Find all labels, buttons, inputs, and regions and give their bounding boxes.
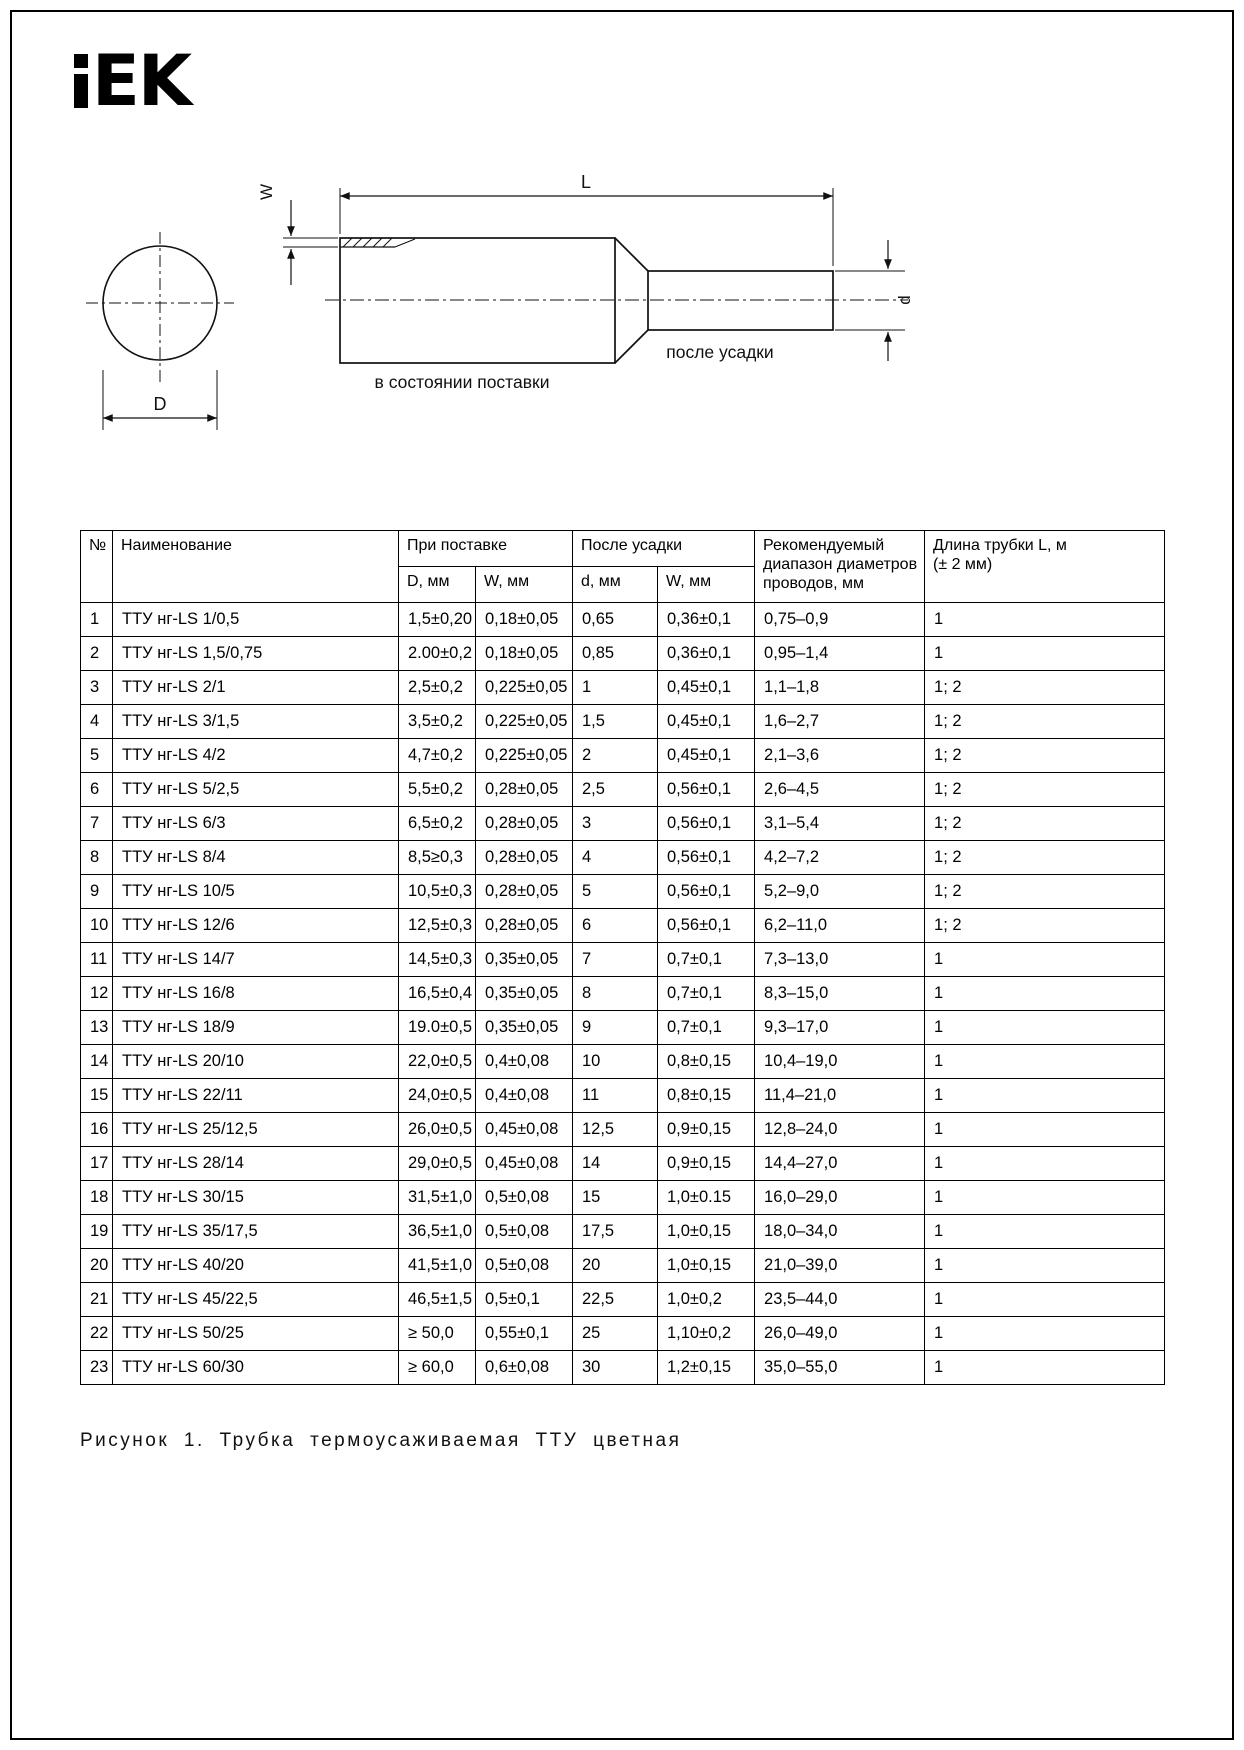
table-cell: 0,85 bbox=[573, 637, 658, 671]
table-cell: ТТУ нг-LS 20/10 bbox=[113, 1045, 399, 1079]
table-cell: 3,1–5,4 bbox=[755, 807, 925, 841]
table-cell: 5,2–9,0 bbox=[755, 875, 925, 909]
table-cell: ТТУ нг-LS 2/1 bbox=[113, 671, 399, 705]
table-cell: 30 bbox=[573, 1351, 658, 1385]
table-cell: 0,35±0,05 bbox=[476, 1011, 573, 1045]
table-cell: ТТУ нг-LS 30/15 bbox=[113, 1181, 399, 1215]
table-cell: 0,65 bbox=[573, 603, 658, 637]
table-row bbox=[81, 1317, 1165, 1351]
table-cell: 1,0±0,15 bbox=[658, 1215, 755, 1249]
table-cell: 1; 2 bbox=[925, 841, 1165, 875]
table-cell: ТТУ нг-LS 3/1,5 bbox=[113, 705, 399, 739]
table-cell: 0,45±0,1 bbox=[658, 705, 755, 739]
spec-table-body bbox=[81, 603, 1165, 1385]
table-cell: 0,36±0,1 bbox=[658, 637, 755, 671]
table-cell: 0,18±0,05 bbox=[476, 637, 573, 671]
table-cell: 1 bbox=[573, 671, 658, 705]
table-row bbox=[81, 705, 1165, 739]
dim-label-L: L bbox=[580, 172, 592, 192]
table-cell: 11 bbox=[81, 943, 113, 977]
figure-caption: Рисунок 1. Трубка термоусаживаемая ТТУ цветная bbox=[80, 1430, 682, 1451]
table-cell: 7,3–13,0 bbox=[755, 943, 925, 977]
table-cell: 2.00±0,2 bbox=[399, 637, 476, 671]
table-cell: 12 bbox=[81, 977, 113, 1011]
table-cell: ТТУ нг-LS 60/30 bbox=[113, 1351, 399, 1385]
table-cell: 9 bbox=[573, 1011, 658, 1045]
table-cell: 9,3–17,0 bbox=[755, 1011, 925, 1045]
table-row bbox=[81, 1147, 1165, 1181]
table-row bbox=[81, 875, 1165, 909]
table-cell: 0,55±0,1 bbox=[476, 1317, 573, 1351]
table-cell: 1; 2 bbox=[925, 739, 1165, 773]
table-row bbox=[81, 773, 1165, 807]
table-cell: 21 bbox=[81, 1283, 113, 1317]
table-cell: 0,56±0,1 bbox=[658, 773, 755, 807]
table-cell: ТТУ нг-LS 16/8 bbox=[113, 977, 399, 1011]
table-row bbox=[81, 603, 1165, 637]
table-row bbox=[81, 841, 1165, 875]
table-cell: 0,56±0,1 bbox=[658, 807, 755, 841]
table-cell: 1; 2 bbox=[925, 909, 1165, 943]
table-cell: 0,5±0,08 bbox=[476, 1181, 573, 1215]
table-cell: 10,4–19,0 bbox=[755, 1045, 925, 1079]
logo-i-dot bbox=[74, 54, 88, 68]
table-cell: ТТУ нг-LS 22/11 bbox=[113, 1079, 399, 1113]
table-cell: 0,4±0,08 bbox=[476, 1045, 573, 1079]
table-cell: 1 bbox=[925, 977, 1165, 1011]
table-cell: 2 bbox=[81, 637, 113, 671]
table-row bbox=[81, 977, 1165, 1011]
table-cell: 16,5±0,4 bbox=[399, 977, 476, 1011]
table-cell: 41,5±1,0 bbox=[399, 1249, 476, 1283]
table-cell: 5 bbox=[573, 875, 658, 909]
table-cell: 0,225±0,05 bbox=[476, 739, 573, 773]
table-cell: 1 bbox=[925, 637, 1165, 671]
table-cell: 0,28±0,05 bbox=[476, 909, 573, 943]
table-cell: 6,2–11,0 bbox=[755, 909, 925, 943]
table-cell: 0,225±0,05 bbox=[476, 671, 573, 705]
table-cell: 13 bbox=[81, 1011, 113, 1045]
table-cell: 4 bbox=[81, 705, 113, 739]
table-cell: 12,5±0,3 bbox=[399, 909, 476, 943]
table-cell: 8 bbox=[573, 977, 658, 1011]
table-cell: 0,28±0,05 bbox=[476, 841, 573, 875]
logo-letter-i bbox=[74, 54, 88, 108]
table-cell: 1; 2 bbox=[925, 773, 1165, 807]
table-cell: 1; 2 bbox=[925, 705, 1165, 739]
table-cell: 7 bbox=[81, 807, 113, 841]
table-cell: 7 bbox=[573, 943, 658, 977]
table-row bbox=[81, 807, 1165, 841]
table-cell: 0,28±0,05 bbox=[476, 807, 573, 841]
table-cell: 23 bbox=[81, 1351, 113, 1385]
table-cell: 0,5±0,08 bbox=[476, 1249, 573, 1283]
header-length-line2: (± 2 мм) bbox=[933, 555, 993, 573]
table-cell: 0,45±0,1 bbox=[658, 671, 755, 705]
table-cell: 12,8–24,0 bbox=[755, 1113, 925, 1147]
table-cell: 5,5±0,2 bbox=[399, 773, 476, 807]
table-cell: 14 bbox=[573, 1147, 658, 1181]
table-cell: 0,35±0,05 bbox=[476, 943, 573, 977]
header-num: № bbox=[81, 531, 113, 603]
table-cell: 0,4±0,08 bbox=[476, 1079, 573, 1113]
table-cell: 1 bbox=[925, 1249, 1165, 1283]
table-cell: 1 bbox=[925, 1113, 1165, 1147]
table-cell: 18 bbox=[81, 1181, 113, 1215]
table-cell: 10 bbox=[573, 1045, 658, 1079]
table-row bbox=[81, 1249, 1165, 1283]
table-cell: 10,5±0,3 bbox=[399, 875, 476, 909]
table-cell: 0,45±0,08 bbox=[476, 1147, 573, 1181]
table-cell: ТТУ нг-LS 50/25 bbox=[113, 1317, 399, 1351]
table-cell: 0,5±0,08 bbox=[476, 1215, 573, 1249]
table-cell: 35,0–55,0 bbox=[755, 1351, 925, 1385]
table-row bbox=[81, 1283, 1165, 1317]
table-cell: ТТУ нг-LS 28/14 bbox=[113, 1147, 399, 1181]
table-cell: 0,28±0,05 bbox=[476, 773, 573, 807]
table-cell: 1,5 bbox=[573, 705, 658, 739]
table-cell: 0,56±0,1 bbox=[658, 909, 755, 943]
table-row bbox=[81, 1011, 1165, 1045]
table-row bbox=[81, 1079, 1165, 1113]
table-cell: 15 bbox=[573, 1181, 658, 1215]
table-cell: 24,0±0,5 bbox=[399, 1079, 476, 1113]
table-cell: 19 bbox=[81, 1215, 113, 1249]
dim-label-d: d bbox=[895, 295, 914, 305]
table-cell: 9 bbox=[81, 875, 113, 909]
dimension-W bbox=[283, 200, 338, 285]
table-cell: ТТУ нг-LS 25/12,5 bbox=[113, 1113, 399, 1147]
table-row bbox=[81, 1045, 1165, 1079]
table-cell: 18,0–34,0 bbox=[755, 1215, 925, 1249]
table-cell: 1 bbox=[925, 943, 1165, 977]
table-cell: 17 bbox=[81, 1147, 113, 1181]
table-cell: 0,45±0,1 bbox=[658, 739, 755, 773]
table-cell: 11,4–21,0 bbox=[755, 1079, 925, 1113]
table-cell: 0,8±0,15 bbox=[658, 1079, 755, 1113]
table-cell: 0,7±0,1 bbox=[658, 1011, 755, 1045]
table-cell: 12,5 bbox=[573, 1113, 658, 1147]
table-cell: 1,0±0,15 bbox=[658, 1249, 755, 1283]
table-cell: 25 bbox=[573, 1317, 658, 1351]
iek-logo bbox=[74, 39, 191, 122]
table-cell: 0,75–0,9 bbox=[755, 603, 925, 637]
header-supply-group: При поставке bbox=[399, 531, 573, 567]
header-d-mm: d, мм bbox=[573, 567, 658, 603]
table-cell: 10 bbox=[81, 909, 113, 943]
table-row bbox=[81, 637, 1165, 671]
table-cell: 2,6–4,5 bbox=[755, 773, 925, 807]
header-shrink-group: После усадки bbox=[573, 531, 755, 567]
table-cell: 0,56±0,1 bbox=[658, 875, 755, 909]
table-cell: 0,6±0,08 bbox=[476, 1351, 573, 1385]
table-cell: ТТУ нг-LS 40/20 bbox=[113, 1249, 399, 1283]
logo-i-bar bbox=[74, 74, 88, 108]
table-row bbox=[81, 1181, 1165, 1215]
label-after-shrink: после усадки bbox=[666, 342, 774, 362]
table-cell: 1; 2 bbox=[925, 807, 1165, 841]
table-cell: 8,5≥0,3 bbox=[399, 841, 476, 875]
table-row bbox=[81, 943, 1165, 977]
table-cell: ТТУ нг-LS 1,5/0,75 bbox=[113, 637, 399, 671]
table-cell: ТТУ нг-LS 4/2 bbox=[113, 739, 399, 773]
header-name: Наименование bbox=[113, 531, 399, 603]
table-cell: ≥ 50,0 bbox=[399, 1317, 476, 1351]
table-cell: 20 bbox=[81, 1249, 113, 1283]
header-length bbox=[925, 531, 1165, 603]
table-cell: 2,5±0,2 bbox=[399, 671, 476, 705]
table-cell: 4 bbox=[573, 841, 658, 875]
table-cell: 0,18±0,05 bbox=[476, 603, 573, 637]
table-cell: 3 bbox=[573, 807, 658, 841]
table-cell: 4,7±0,2 bbox=[399, 739, 476, 773]
header-range: Рекомендуемый диапазон диаметров проводов, мм bbox=[755, 531, 925, 603]
table-cell: 16,0–29,0 bbox=[755, 1181, 925, 1215]
table-cell: 22,5 bbox=[573, 1283, 658, 1317]
table-cell: ТТУ нг-LS 8/4 bbox=[113, 841, 399, 875]
table-cell: 22 bbox=[81, 1317, 113, 1351]
label-as-supplied: в состоянии поставки bbox=[374, 372, 550, 392]
table-cell: ТТУ нг-LS 1/0,5 bbox=[113, 603, 399, 637]
table-cell: 22,0±0,5 bbox=[399, 1045, 476, 1079]
table-cell: 1 bbox=[925, 1079, 1165, 1113]
table-cell: ≥ 60,0 bbox=[399, 1351, 476, 1385]
table-cell: 23,5–44,0 bbox=[755, 1283, 925, 1317]
table-cell: 1,0±0.15 bbox=[658, 1181, 755, 1215]
table-cell: ТТУ нг-LS 18/9 bbox=[113, 1011, 399, 1045]
table-cell: 11 bbox=[573, 1079, 658, 1113]
table-cell: 0,8±0,15 bbox=[658, 1045, 755, 1079]
table-cell: 1,10±0,2 bbox=[658, 1317, 755, 1351]
table-row bbox=[81, 1113, 1165, 1147]
table-cell: 1,0±0,2 bbox=[658, 1283, 755, 1317]
table-cell: 1,5±0,20 bbox=[399, 603, 476, 637]
table-cell: 0,28±0,05 bbox=[476, 875, 573, 909]
table-cell: 8 bbox=[81, 841, 113, 875]
table-cell: 1 bbox=[925, 1317, 1165, 1351]
table-cell: ТТУ нг-LS 5/2,5 bbox=[113, 773, 399, 807]
header-length-line1: Длина трубки L, м bbox=[933, 537, 1067, 554]
table-cell: 2,5 bbox=[573, 773, 658, 807]
table-cell: 1 bbox=[925, 1351, 1165, 1385]
table-cell: 0,56±0,1 bbox=[658, 841, 755, 875]
table-cell: 1 bbox=[81, 603, 113, 637]
table-row bbox=[81, 909, 1165, 943]
table-cell: ТТУ нг-LS 6/3 bbox=[113, 807, 399, 841]
table-cell: 15 bbox=[81, 1079, 113, 1113]
header-W-mm-shrink: W, мм bbox=[658, 567, 755, 603]
table-cell: 26,0±0,5 bbox=[399, 1113, 476, 1147]
spec-table bbox=[80, 530, 1165, 1385]
table-cell: 1 bbox=[925, 1011, 1165, 1045]
table-cell: 3 bbox=[81, 671, 113, 705]
table-cell: 1 bbox=[925, 1045, 1165, 1079]
table-cell: ТТУ нг-LS 35/17,5 bbox=[113, 1215, 399, 1249]
table-cell: 0,36±0,1 bbox=[658, 603, 755, 637]
table-cell: 14 bbox=[81, 1045, 113, 1079]
table-cell: 1,2±0,15 bbox=[658, 1351, 755, 1385]
table-cell: 4,2–7,2 bbox=[755, 841, 925, 875]
table-cell: 36,5±1,0 bbox=[399, 1215, 476, 1249]
table-cell: 31,5±1,0 bbox=[399, 1181, 476, 1215]
table-cell: ТТУ нг-LS 14/7 bbox=[113, 943, 399, 977]
logo-letters-ek: EK bbox=[92, 39, 191, 122]
table-cell: 5 bbox=[81, 739, 113, 773]
table-cell: 19.0±0,5 bbox=[399, 1011, 476, 1045]
table-cell: 21,0–39,0 bbox=[755, 1249, 925, 1283]
table-cell: 1,6–2,7 bbox=[755, 705, 925, 739]
table-cell: 2,1–3,6 bbox=[755, 739, 925, 773]
table-row bbox=[81, 671, 1165, 705]
header-W-mm-supply: W, мм bbox=[476, 567, 573, 603]
table-cell: 14,4–27,0 bbox=[755, 1147, 925, 1181]
dim-label-W: W bbox=[257, 183, 276, 201]
table-cell: 1; 2 bbox=[925, 875, 1165, 909]
table-cell: 0,9±0,15 bbox=[658, 1147, 755, 1181]
table-cell: 0,95–1,4 bbox=[755, 637, 925, 671]
dim-label-D: D bbox=[153, 394, 167, 414]
table-cell: 1 bbox=[925, 1215, 1165, 1249]
table-cell: 26,0–49,0 bbox=[755, 1317, 925, 1351]
table-cell: 6,5±0,2 bbox=[399, 807, 476, 841]
table-cell: 0,45±0,08 bbox=[476, 1113, 573, 1147]
table-cell: 16 bbox=[81, 1113, 113, 1147]
table-row bbox=[81, 1351, 1165, 1385]
table-cell: 1 bbox=[925, 1147, 1165, 1181]
table-cell: 1 bbox=[925, 1181, 1165, 1215]
table-cell: 46,5±1,5 bbox=[399, 1283, 476, 1317]
table-cell: 1 bbox=[925, 603, 1165, 637]
table-cell: 0,9±0,15 bbox=[658, 1113, 755, 1147]
technical-drawing bbox=[70, 140, 950, 460]
table-cell: 1,1–1,8 bbox=[755, 671, 925, 705]
header-D-mm: D, мм bbox=[399, 567, 476, 603]
table-cell: 1 bbox=[925, 1283, 1165, 1317]
table-cell: 6 bbox=[573, 909, 658, 943]
table-cell: 8,3–15,0 bbox=[755, 977, 925, 1011]
table-cell: ТТУ нг-LS 12/6 bbox=[113, 909, 399, 943]
table-cell: 20 bbox=[573, 1249, 658, 1283]
table-cell: 6 bbox=[81, 773, 113, 807]
table-cell: 0,7±0,1 bbox=[658, 943, 755, 977]
table-row bbox=[81, 1215, 1165, 1249]
table-row bbox=[81, 739, 1165, 773]
table-cell: 0,35±0,05 bbox=[476, 977, 573, 1011]
table-cell: 3,5±0,2 bbox=[399, 705, 476, 739]
table-cell: 1; 2 bbox=[925, 671, 1165, 705]
table-cell: 14,5±0,3 bbox=[399, 943, 476, 977]
spec-table-header bbox=[81, 531, 1165, 603]
table-cell: 0,5±0,1 bbox=[476, 1283, 573, 1317]
table-cell: ТТУ нг-LS 45/22,5 bbox=[113, 1283, 399, 1317]
table-cell: 29,0±0,5 bbox=[399, 1147, 476, 1181]
table-cell: 2 bbox=[573, 739, 658, 773]
table-cell: 17,5 bbox=[573, 1215, 658, 1249]
table-cell: 0,7±0,1 bbox=[658, 977, 755, 1011]
table-cell: ТТУ нг-LS 10/5 bbox=[113, 875, 399, 909]
table-cell: 0,225±0,05 bbox=[476, 705, 573, 739]
